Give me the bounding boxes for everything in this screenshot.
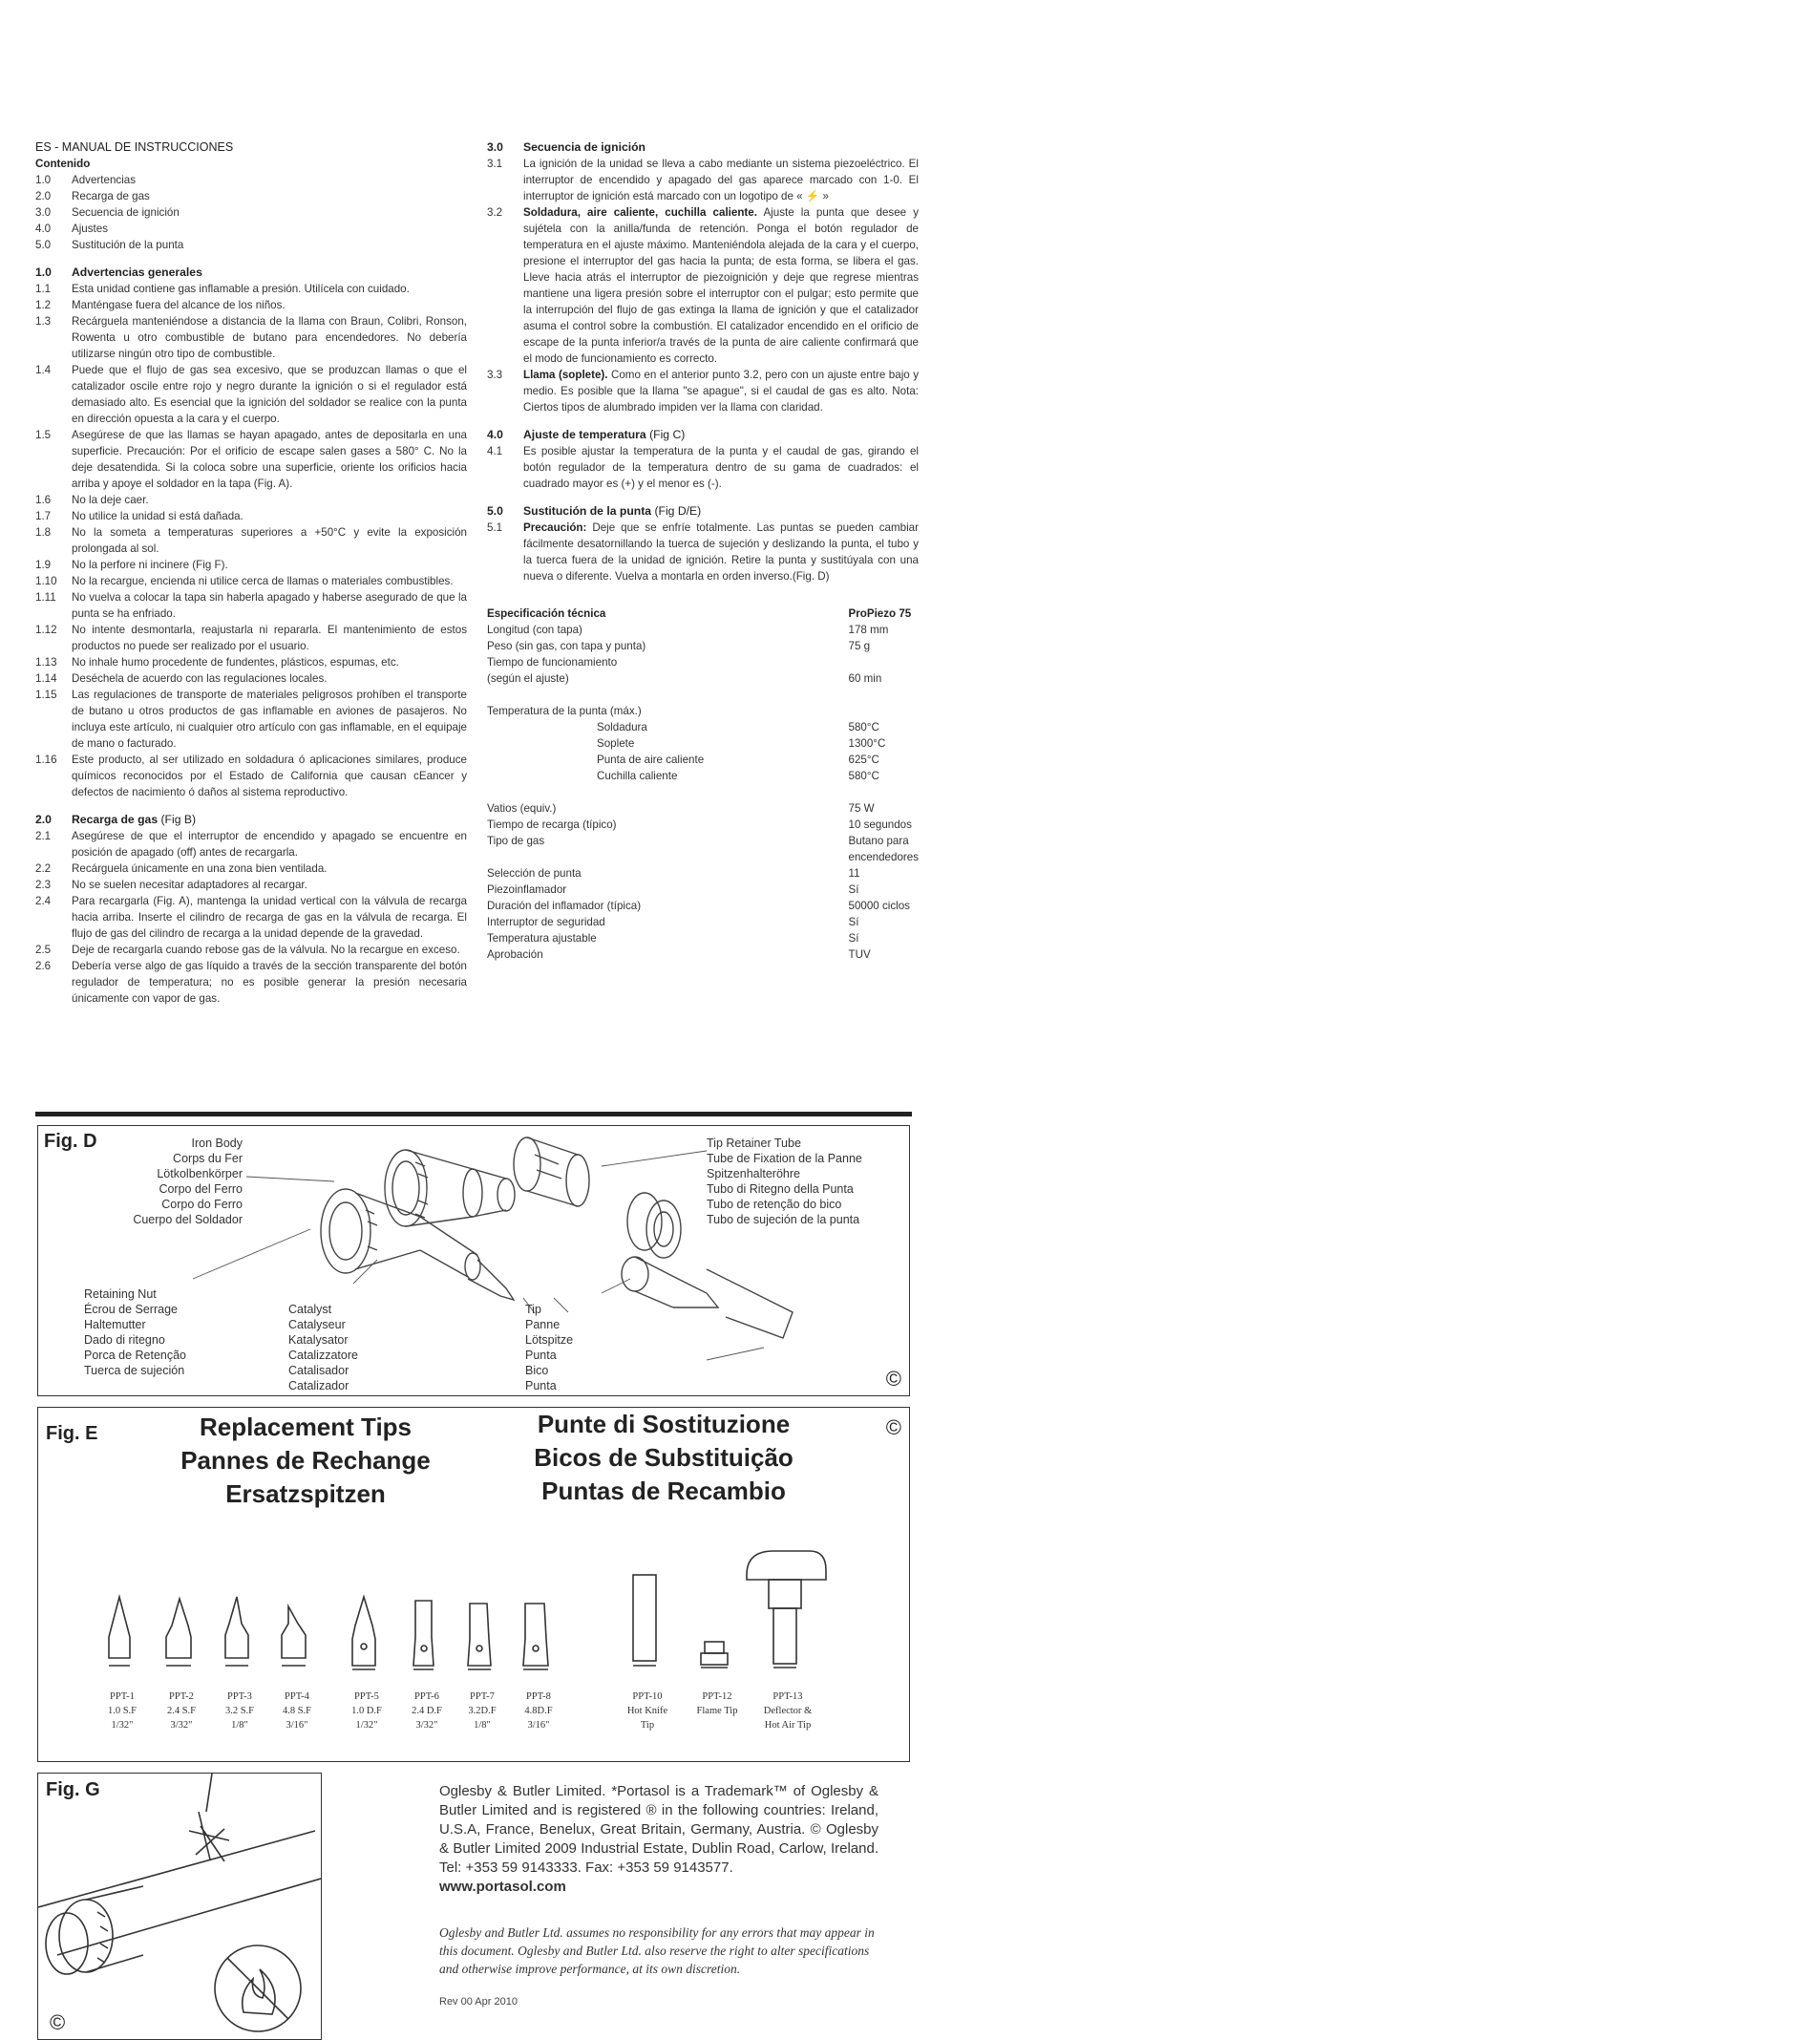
item-bold-lead: Precaución: (523, 521, 587, 534)
list-item (35, 362, 467, 427)
item-text: Asegúrese de que las llamas se hayan apagado, antes de depositarla en una superficie. Precaución: Por el orificio de escape salen gases a 580° C. No la deje desatendida. Si la coloca sobre una superficie, oriente los orificios hacia arriba y apoye el soldador en la tapa (Fig. A). (72, 429, 467, 490)
spec-value: 625°C (848, 754, 879, 766)
spec-label: Punta de aire caliente (597, 754, 705, 766)
replacement-tips-heading-right: Punte di Sostituzione Bicos de Substituição Puntas de Recambio (534, 1410, 794, 1505)
spec-table (487, 606, 919, 963)
section-figure-ref: (Fig B) (160, 813, 197, 826)
item-number: 2.5 (35, 944, 52, 956)
tip-size: 1.0 S.F (107, 1706, 138, 1716)
tip-code: PPT-4 (285, 1691, 309, 1702)
company-info (439, 1782, 878, 1897)
item-text: Recárguela únicamente en una zona bien ventilada. (72, 862, 328, 875)
list-item (35, 297, 467, 313)
list-item (487, 367, 919, 415)
list-item (487, 156, 919, 204)
spec-label: Tiempo de recarga (típico) (487, 818, 617, 831)
tip-label: Tip Panne Lötspitze Punta Bico Punta (525, 1303, 574, 1392)
list-item (35, 958, 467, 1007)
item-number: 1.11 (35, 591, 56, 604)
spec-row (487, 898, 919, 914)
tip-code: PPT-10 (632, 1691, 663, 1702)
website-link[interactable]: www.portasol.com (439, 1879, 566, 1895)
item-text: Deje que se enfríe totalmente. Las puntas se pueden cambiar fácilmente desatornillando la tuerca de sujeción y deslizando la punta, el tubo y la tuerca fuera de la unidad de ignición. Retire la punta y sustitúyala con una nueva o diferente. Vuelva a montarla en orden inverso.(Fig. D) (523, 521, 919, 583)
spec-label: Tipo de gas (487, 835, 545, 847)
spec-label: Tiempo de funcionamiento (487, 656, 618, 669)
spec-value: 75 g (848, 640, 871, 652)
list-item (35, 942, 467, 958)
toc-text: Ajustes (72, 223, 109, 235)
tip-label-ppt-2 (150, 1689, 213, 1732)
spec-value: 50000 ciclos (848, 900, 910, 912)
tip-inch: 1/8" (231, 1720, 248, 1731)
list-item (35, 492, 467, 508)
list-item (35, 861, 467, 877)
figure-g-drawing (38, 1774, 321, 2039)
toc-text: Secuencia de ignición (72, 206, 180, 219)
spec-row (487, 719, 919, 735)
list-item (35, 893, 467, 942)
spec-label: Vatios (equiv.) (487, 802, 557, 815)
item-text: Es posible ajustar la temperatura de la punta y el caudal de gas, girando el botón regulador de la temperatura dentro de su gama de cuadrados: el cuadrado mayor es (+) y el menor es (-). (523, 445, 919, 490)
section-title-text: Recarga de gas (72, 813, 159, 826)
spec-label: Cuchilla caliente (597, 770, 678, 782)
section-title-text: Sustitución de la punta (523, 504, 652, 518)
item-text: Manténgase fuera del alcance de los niños. (72, 299, 286, 311)
toc-number: 5.0 (35, 239, 52, 251)
item-text: No inhale humo procedente de fundentes, plásticos, espumas, etc. (72, 656, 399, 669)
item-number: 1.16 (35, 754, 57, 766)
tip-label-ppt-7 (451, 1689, 514, 1732)
tip-label-ppt-1 (91, 1689, 154, 1732)
spec-value (849, 654, 919, 670)
section-title (35, 265, 467, 281)
section-figure-ref: (Fig C) (649, 428, 686, 441)
item-number: 1.10 (35, 575, 57, 587)
figure-e-copyright: © (885, 1415, 901, 1439)
spec-label: Soldadura (597, 721, 647, 733)
table-of-contents (35, 172, 467, 253)
item-number: 1.4 (35, 364, 52, 376)
list-item (487, 520, 919, 584)
figure-g-copyright: © (50, 2010, 66, 2034)
tip-size: 1.0 D.F (351, 1706, 382, 1716)
tip-inch: 3/16" (527, 1720, 550, 1731)
tip-inch: 1/32" (111, 1720, 134, 1731)
tip-code: PPT-13 (772, 1691, 803, 1702)
spec-row (487, 638, 919, 654)
tip-label-ppt-6 (395, 1689, 458, 1732)
spec-label: Interruptor de seguridad (487, 916, 605, 928)
item-text: Las regulaciones de transporte de materiales peligrosos prohíben el transporte de butano u otros productos de gas inflamable en aviones de pasajeros. No incluya este artículo, ni cualquier otro artículo con gas inflamable, en el equipaje de mano o facturado. (72, 689, 467, 750)
toc-text: Recarga de gas (72, 190, 150, 202)
toc-number: 4.0 (35, 223, 52, 235)
replacement-tips-heading-left: Replacement Tips Pannes de Rechange Ersatzspitzen (180, 1413, 431, 1508)
toc-text: Sustitución de la punta (72, 239, 184, 251)
item-number: 1.14 (35, 672, 57, 685)
item-bold-lead: Llama (soplete). (523, 369, 608, 381)
section-title (487, 503, 919, 520)
spec-value: 11 (848, 867, 860, 880)
toc-item (35, 237, 467, 253)
item-number: 1.6 (35, 494, 52, 506)
spec-label: Aprobación (487, 948, 543, 961)
item-number: 1.13 (35, 656, 57, 669)
manual-title: ES - MANUAL DE INSTRUCCIONES (35, 140, 234, 154)
spec-row (487, 817, 919, 833)
spec-temp-title: Temperatura de la punta (máx.) (487, 705, 642, 717)
revision: Rev 00 Apr 2010 (439, 1996, 518, 2008)
item-text: Ajuste la punta que desee y sujétela con la anilla/funda de retención. Ponga el botón regulador de temperatura en el ajuste máximo. Manteniéndola alejada de la cara y el cuerpo, presione el interruptor del gas hacia la punta; de esta forma, se libera el gas. Lleve hacia atrás el interruptor de piezoignición y deje que regrese mientras mantiene una ligera presión sobre el interruptor con el pulgar; esto permite que la interrupción del flujo de gas extinga la llama de ignición y que el catalizador asuma el control sobre la combustión. El catalizador encendido en el orificio de escape de la punta inferior/a través de la punta de aire caliente confirmará que el modo de funcionamiento es correcto. (523, 206, 919, 365)
section-number: 4.0 (487, 428, 503, 441)
tip-label-ppt-12 (686, 1689, 749, 1718)
item-text: La ignición de la unidad se lleva a cabo mediante un sistema piezoeléctrico. El interruptor de encendido y apagado del gas aparece marcado con 1-0. El interruptor de ignición está marcado con un logotipo de « ⚡ » (523, 158, 919, 202)
disclaimer: Oglesby and Butler Ltd. assumes no responsibility for any errors that may appear in this document. Oglesby and Butler Ltd. also reserve the right to alter specifications and otherwise improve performance, at its own discretion. (439, 1925, 875, 1976)
tip-size: 2.4 D.F (412, 1706, 442, 1716)
spec-label: Longitud (con tapa) (487, 624, 582, 636)
tip-label-ppt-3 (208, 1689, 271, 1732)
figure-g-label: Fig. G (46, 1779, 100, 1800)
tip-code: PPT-8 (526, 1691, 551, 1702)
spec-value: 580°C (848, 721, 879, 733)
tip-size: 4.8D.F (524, 1706, 553, 1716)
spec-value: Sí (848, 932, 859, 945)
section-title-text: Advertencias generales (72, 266, 202, 279)
list-item (35, 752, 467, 800)
item-text: Este producto, al ser utilizado en soldadura ó aplicaciones similares, produce químicos reconocidos por el Estado de California que causan cEancer y defectos de nacimiento ó daños al sistema reproductivo. (72, 754, 467, 798)
tip-inch: 3/32" (415, 1720, 438, 1731)
figure-d-copyright: © (885, 1367, 901, 1391)
spec-value: 10 segundos (848, 818, 912, 831)
toc-item (35, 188, 467, 204)
figure-e (37, 1407, 910, 1762)
tip-inch: Hot Air Tip (764, 1720, 812, 1731)
section-number: 1.0 (35, 266, 52, 279)
section-divider (35, 1112, 912, 1116)
tip-label-ppt-4 (265, 1689, 328, 1732)
company-text: Oglesby & Butler Limited. *Portasol is a Trademark™ of Oglesby & Butler Limited and is registered ® in the following countries: Ireland, U.S.A, France, Benelux, Great Britain, Germany, Austria. © Oglesby & Butler Limited 2009 Industrial Estate, Dublin Road, Carlow, Ireland. Tel: +353 59 9143333. Fax: +353 59 9143577. (439, 1783, 878, 1876)
item-bold-lead: Soldadura, aire caliente, cuchilla caliente. (523, 206, 757, 219)
section-title-text: Secuencia de ignición (523, 140, 646, 154)
tip-label-ppt-8 (507, 1689, 570, 1732)
spec-row (487, 882, 919, 898)
section-title-text: Ajuste de temperatura (523, 428, 646, 441)
retaining-nut-label: Retaining Nut Écrou de Serrage Haltemutter Dado di ritegno Porca de Retenção Tuerca de sujeción (84, 1287, 187, 1377)
spec-label: Temperatura ajustable (487, 932, 597, 945)
list-item (35, 622, 467, 654)
item-number: 1.1 (35, 283, 52, 295)
item-text: Asegúrese de que el interruptor de encendido y apagado se encuentre en posición de apagado (off) antes de recargarla. (72, 830, 467, 859)
list-item (35, 524, 467, 557)
item-text: No utilice la unidad si está dañada. (72, 510, 243, 522)
tip-size: 4.8 S.F (282, 1706, 312, 1716)
spec-value: 1300°C (848, 737, 886, 750)
tip-size: Flame Tip (696, 1706, 738, 1716)
toc-item (35, 204, 467, 221)
item-text: No vuelva a colocar la tapa sin haberla apagado y haberse asegurado de que la punta se ha enfriado. (72, 591, 467, 620)
section-title (487, 139, 919, 156)
spec-model: ProPiezo 75 (848, 607, 912, 620)
spec-row (487, 946, 919, 963)
tip-size: 2.4 S.F (166, 1706, 197, 1716)
spec-value: TUV (848, 948, 871, 961)
spec-label: Peso (sin gas, con tapa y punta) (487, 640, 646, 652)
tip-size: 3.2D.F (468, 1706, 497, 1716)
list-item (35, 573, 467, 589)
tip-code: PPT-6 (414, 1691, 439, 1702)
spec-row (487, 670, 919, 687)
right-column (487, 139, 919, 963)
item-number: 2.4 (35, 895, 52, 907)
toc-text: Advertencias (72, 174, 137, 186)
list-item (35, 670, 467, 687)
item-number: 1.2 (35, 299, 52, 311)
figure-g (37, 1773, 322, 2040)
list-item (35, 427, 467, 492)
item-text: Recárguela manteniéndose a distancia de la llama con Braun, Colibri, Ronson, Rowenta u otro combustible de butano para encendedores. No debería utilizarse ningún otro tipo de combustible. (72, 315, 467, 360)
section-number: 2.0 (35, 813, 52, 826)
item-number: 2.2 (35, 862, 52, 875)
spec-row (487, 865, 919, 882)
spec-label: (según el ajuste) (487, 672, 569, 685)
tip-label-ppt-10 (616, 1689, 679, 1732)
tip-code: PPT-1 (110, 1691, 135, 1702)
spec-row (487, 622, 919, 638)
item-text: No la perfore ni incinere (Fig F). (72, 559, 228, 571)
spec-label: Piezoinflamador (487, 883, 567, 896)
tip-code: PPT-7 (470, 1691, 495, 1702)
toc-number: 2.0 (35, 190, 52, 202)
tip-inch: 3/32" (170, 1720, 193, 1731)
spec-value: Sí (848, 916, 859, 928)
toc-item (35, 172, 467, 188)
item-number: 1.7 (35, 510, 52, 522)
item-number: 3.1 (487, 158, 503, 170)
figure-d-label: Fig. D (44, 1131, 97, 1152)
list-item (35, 508, 467, 524)
tip-label-ppt-13 (756, 1689, 819, 1732)
list-item (487, 204, 919, 367)
item-number: 1.3 (35, 315, 52, 328)
figure-e-label: Fig. E (46, 1423, 98, 1444)
list-item (35, 828, 467, 861)
spec-row (487, 930, 919, 946)
item-number: 4.1 (487, 445, 503, 457)
left-column (35, 139, 467, 1007)
tip-inch: 1/32" (355, 1720, 378, 1731)
item-number: 1.12 (35, 624, 57, 636)
section-figure-ref: (Fig D/E) (654, 504, 702, 518)
spec-title: Especificación técnica (487, 607, 606, 620)
toc-item (35, 221, 467, 237)
list-item (35, 557, 467, 573)
spec-row (487, 800, 919, 817)
spec-label: Selección de punta (487, 867, 582, 880)
section-title (35, 812, 467, 828)
item-number: 2.3 (35, 879, 52, 891)
spec-row (487, 914, 919, 930)
item-text: Deje de recargarla cuando rebose gas de la válvula. No la recargue en exceso. (72, 944, 460, 956)
item-number: 2.1 (35, 830, 52, 842)
sections-right (487, 139, 919, 584)
spec-row (487, 735, 919, 752)
spec-value: 60 min (848, 672, 882, 685)
item-number: 1.5 (35, 429, 52, 441)
tip-code: PPT-2 (169, 1691, 194, 1702)
contents-title: Contenido (35, 158, 91, 170)
item-text: Deséchela de acuerdo con las regulaciones locales. (72, 672, 328, 685)
list-item (35, 281, 467, 297)
item-text: No intente desmontarla, reajustarla ni repararla. El mantenimiento de estos productos no puede ser realizado por el usuario. (72, 624, 467, 652)
item-text: No se suelen necesitar adaptadores al recargar. (72, 879, 307, 891)
item-number: 1.15 (35, 689, 57, 701)
item-text: No la recargue, encienda ni utilice cerca de llamas o materiales combustibles. (72, 575, 454, 587)
spec-value: Sí (848, 883, 859, 896)
section-number: 5.0 (487, 504, 503, 518)
tip-inch: Tip (640, 1720, 655, 1731)
catalyst-label: Catalyst Catalyseur Katalysator Catalizzatore Catalisador Catalizador (288, 1303, 358, 1392)
figure-d (37, 1125, 910, 1396)
item-text: Puede que el flujo de gas sea excesivo, que se produzcan llamas o que el catalizador oscile entre rojo y negro durante la ignición o si el regulador está demasiado alto. Es esencial que la ignición del soldador se realice con la punta en dirección opuesta a la cara y el cuerpo. (72, 364, 467, 425)
item-text: No la deje caer. (72, 494, 149, 506)
list-item (487, 443, 919, 492)
spec-label: Soplete (597, 737, 635, 750)
list-item (35, 687, 467, 752)
tip-size: Deflector & (763, 1706, 813, 1716)
item-number: 5.1 (487, 521, 503, 534)
tip-code: PPT-5 (354, 1691, 379, 1702)
item-number: 3.3 (487, 369, 503, 381)
toc-number: 1.0 (35, 174, 52, 186)
iron-body-label: Iron Body Corps du Fer Lötkolbenkörper Corpo del Ferro Corpo do Ferro Cuerpo del Soldador (133, 1137, 243, 1226)
spec-value: Butano para encendedores (848, 835, 920, 863)
item-text: Para recargarla (Fig. A), mantenga la unidad vertical con la válvula de recarga hacia arriba. Inserte el cilindro de recarga de gas en la válvula de recarga. El flujo de gas del cilindro de recarga a la unidad depende de la gravedad. (72, 895, 467, 940)
spec-row (487, 654, 919, 670)
spec-row (487, 833, 919, 865)
item-number: 1.9 (35, 559, 52, 571)
tip-code: PPT-12 (702, 1691, 732, 1702)
list-item (35, 589, 467, 622)
technical-spec (487, 606, 919, 963)
list-item (35, 877, 467, 893)
sections-left (35, 265, 467, 1007)
item-text: Esta unidad contiene gas inflamable a presión. Utilícela con cuidado. (72, 283, 410, 295)
tip-label-ppt-5 (335, 1689, 398, 1732)
toc-number: 3.0 (35, 206, 52, 219)
tip-size: 3.2 S.F (224, 1706, 255, 1716)
tip-code: PPT-3 (227, 1691, 252, 1702)
list-item (35, 313, 467, 362)
item-text: No la someta a temperaturas superiores a +50°C y evite la exposición prolongada al sol. (72, 526, 467, 555)
item-text: Como en el anterior punto 3.2, pero con un ajuste entre bajo y medio. Es posible que la llama "se apague", si el caudal de gas es alto. Nota: Ciertos tipos de alumbrado impiden ver la llama con claridad. (523, 369, 919, 414)
list-item (35, 654, 467, 670)
item-number: 1.8 (35, 526, 52, 539)
section-title (487, 427, 919, 443)
spec-row (487, 768, 919, 784)
item-number: 2.6 (35, 960, 52, 972)
tip-inch: 1/8" (474, 1720, 491, 1731)
tip-inch: 3/16" (286, 1720, 308, 1731)
spec-value: 75 W (848, 802, 875, 815)
spec-row (487, 752, 919, 768)
tip-size: Hot Knife (626, 1706, 668, 1716)
tip-retainer-tube-label: Tip Retainer Tube Tube de Fixation de la Panne Spitzenhalteröhre Tubo di Ritegno della Punta Tubo de retenção do bico Tubo de sujeción de la punta (707, 1137, 862, 1226)
spec-value: 580°C (848, 770, 879, 782)
item-number: 3.2 (487, 206, 503, 219)
spec-value: 178 mm (848, 624, 889, 636)
spec-label: Duración del inflamador (típica) (487, 900, 642, 912)
section-number: 3.0 (487, 140, 503, 154)
item-text: Debería verse algo de gas líquido a través de la sección transparente del botón regulador de temperatura; no es posible generar la presión necesaria únicamente con vapor de gas. (72, 960, 467, 1005)
